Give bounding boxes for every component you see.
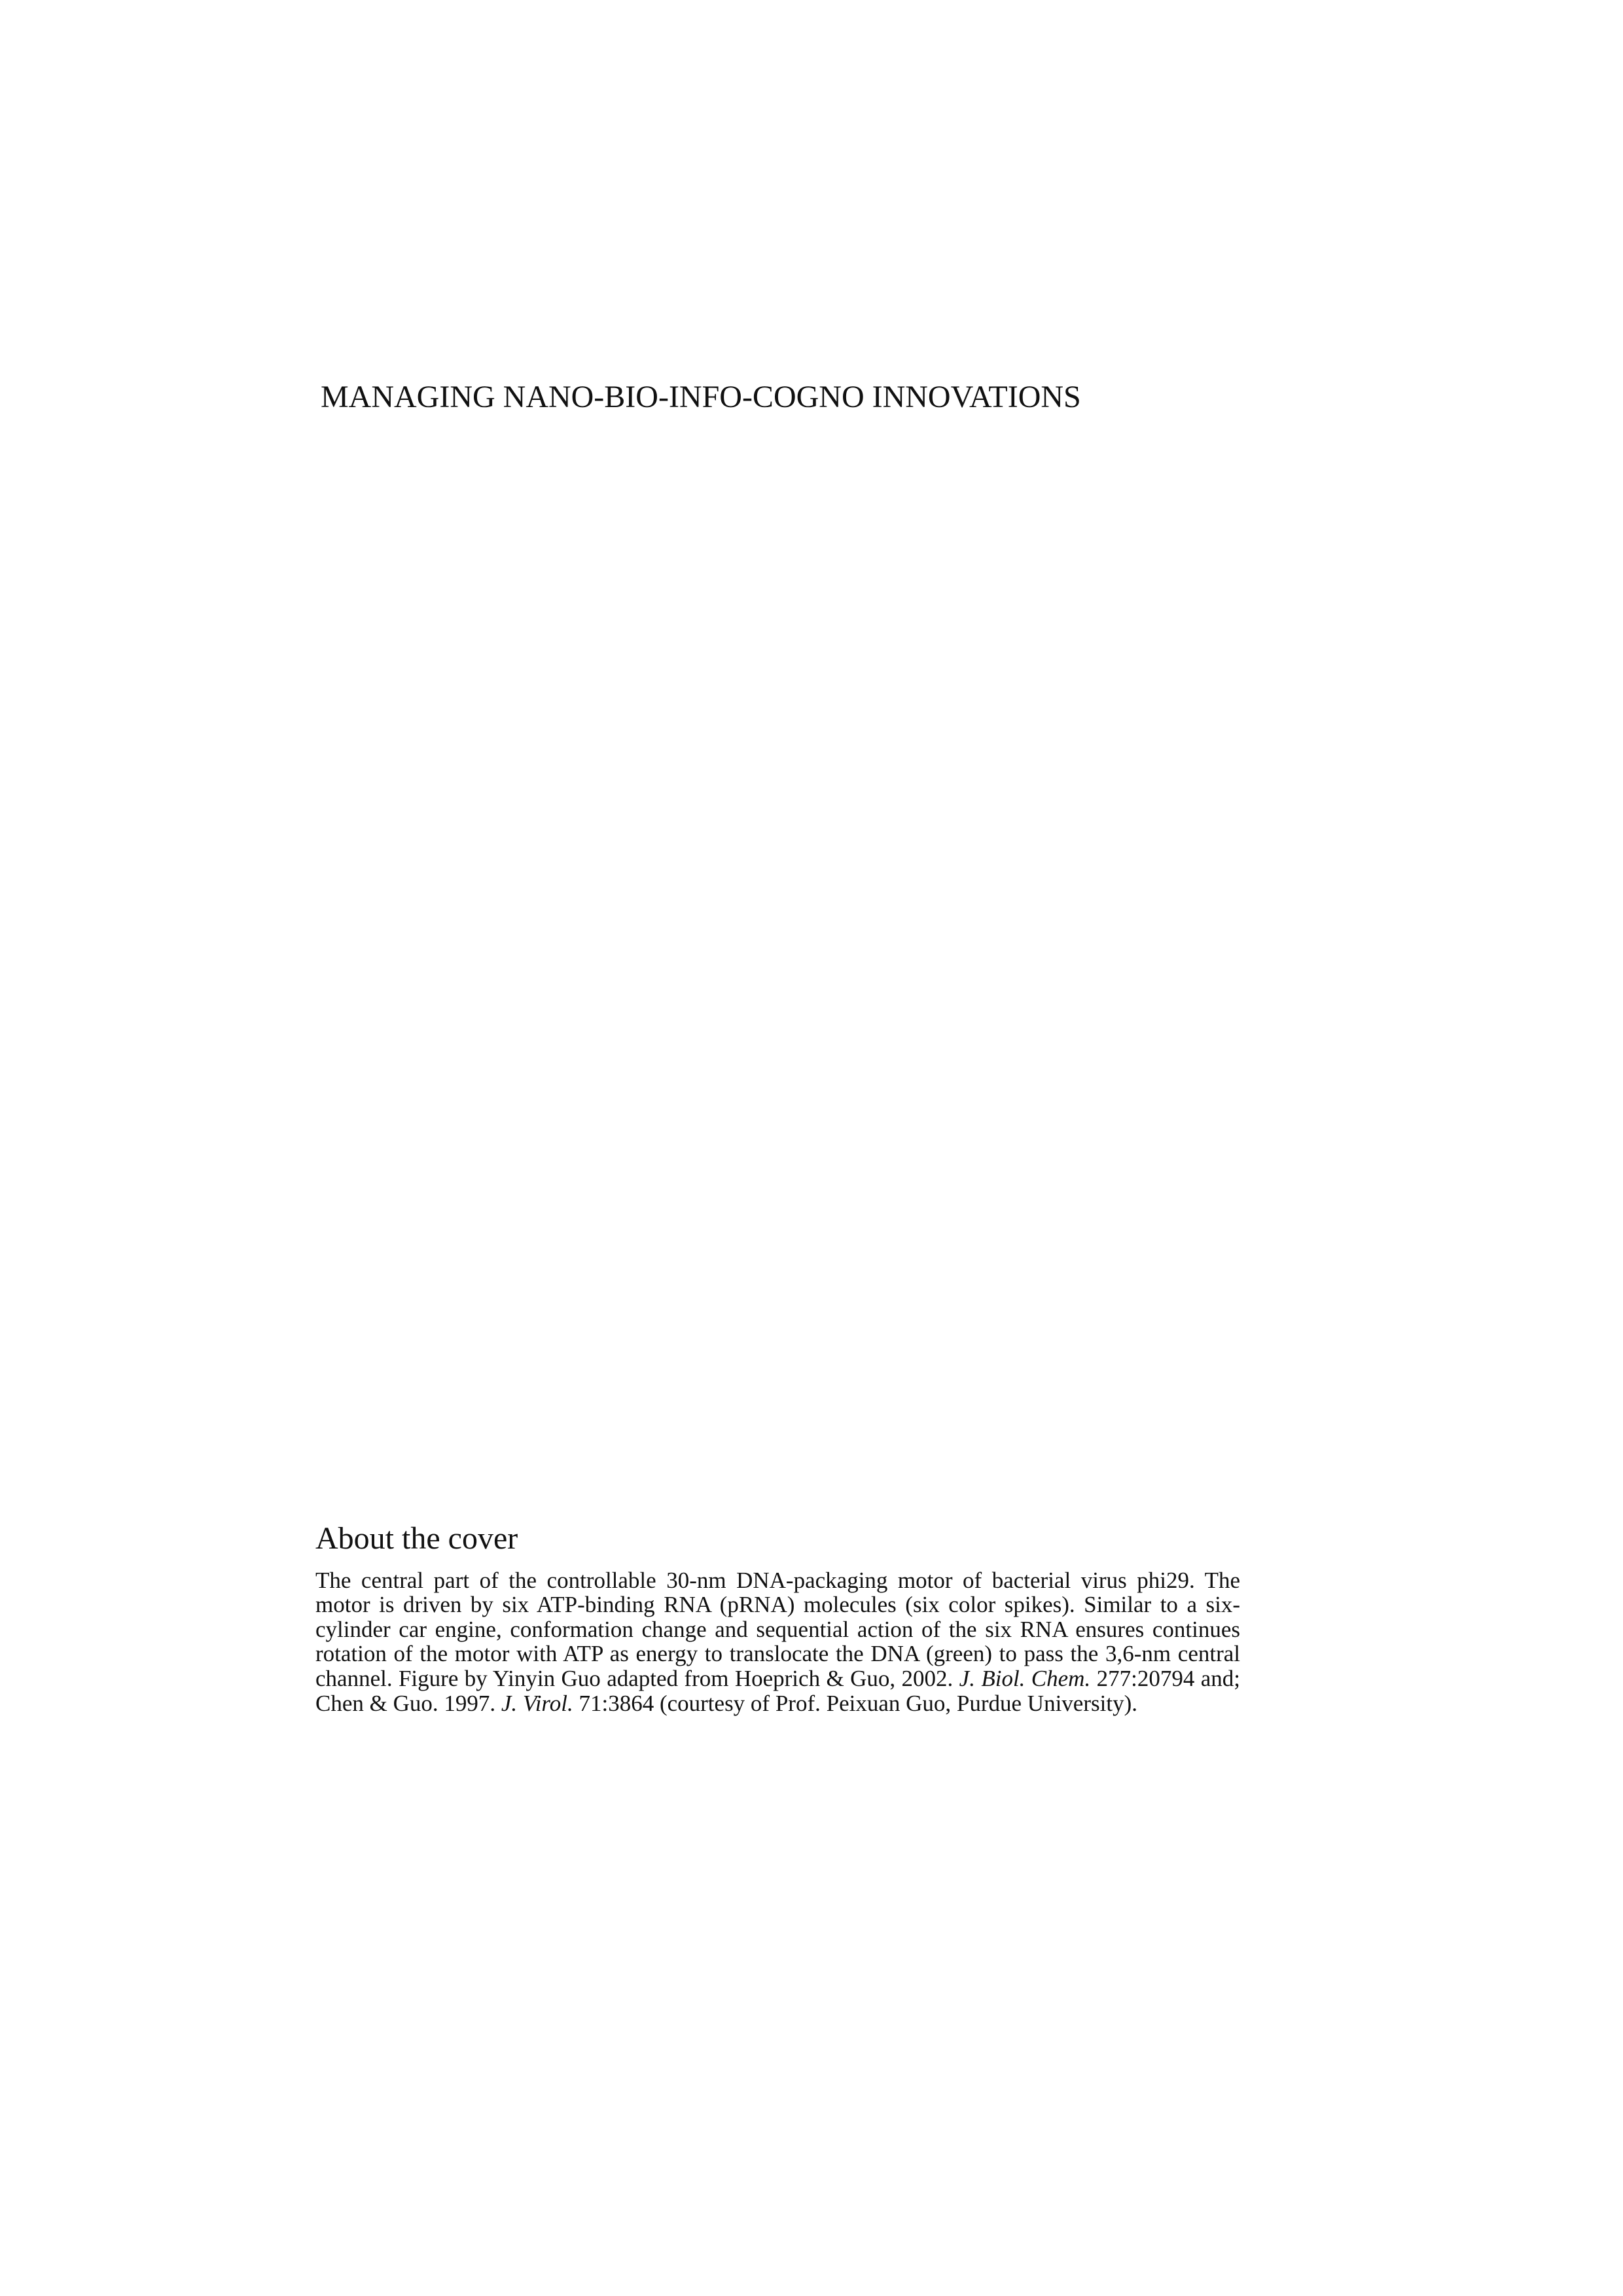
about-cover-heading: About the cover (315, 1521, 518, 1556)
journal-citation: J. Virol. (501, 1690, 573, 1716)
cover-text-segment: 71:3864 (courtesy of Prof. Peixuan Guo, Purdue University). (573, 1690, 1137, 1716)
journal-citation: J. Biol. Chem. (959, 1665, 1091, 1691)
about-cover-paragraph (315, 1568, 1240, 1716)
cover-text-segment: The central part of the controllable 30-nm DNA-packaging motor of bacterial virus phi29. The motor is driven by six ATP-binding RNA (pRNA) molecules (six color spikes). Similar to a six-cylinder car engine, conformation change and sequential action of the six RNA ensures continues rotation of the motor with ATP as energy to translocate the DNA (green) to pass the 3,6-nm central channel. Figure by Yinyin Guo adapted from Hoeprich & Guo, 2002. (315, 1567, 1240, 1691)
about-cover-section (315, 1520, 1240, 1715)
book-title: MANAGING NANO-BIO-INFO-COGNO INNOVATIONS (321, 380, 1081, 414)
cover-text-segment: 277:20794 and; Chen & Guo. 1997. (315, 1665, 1240, 1716)
